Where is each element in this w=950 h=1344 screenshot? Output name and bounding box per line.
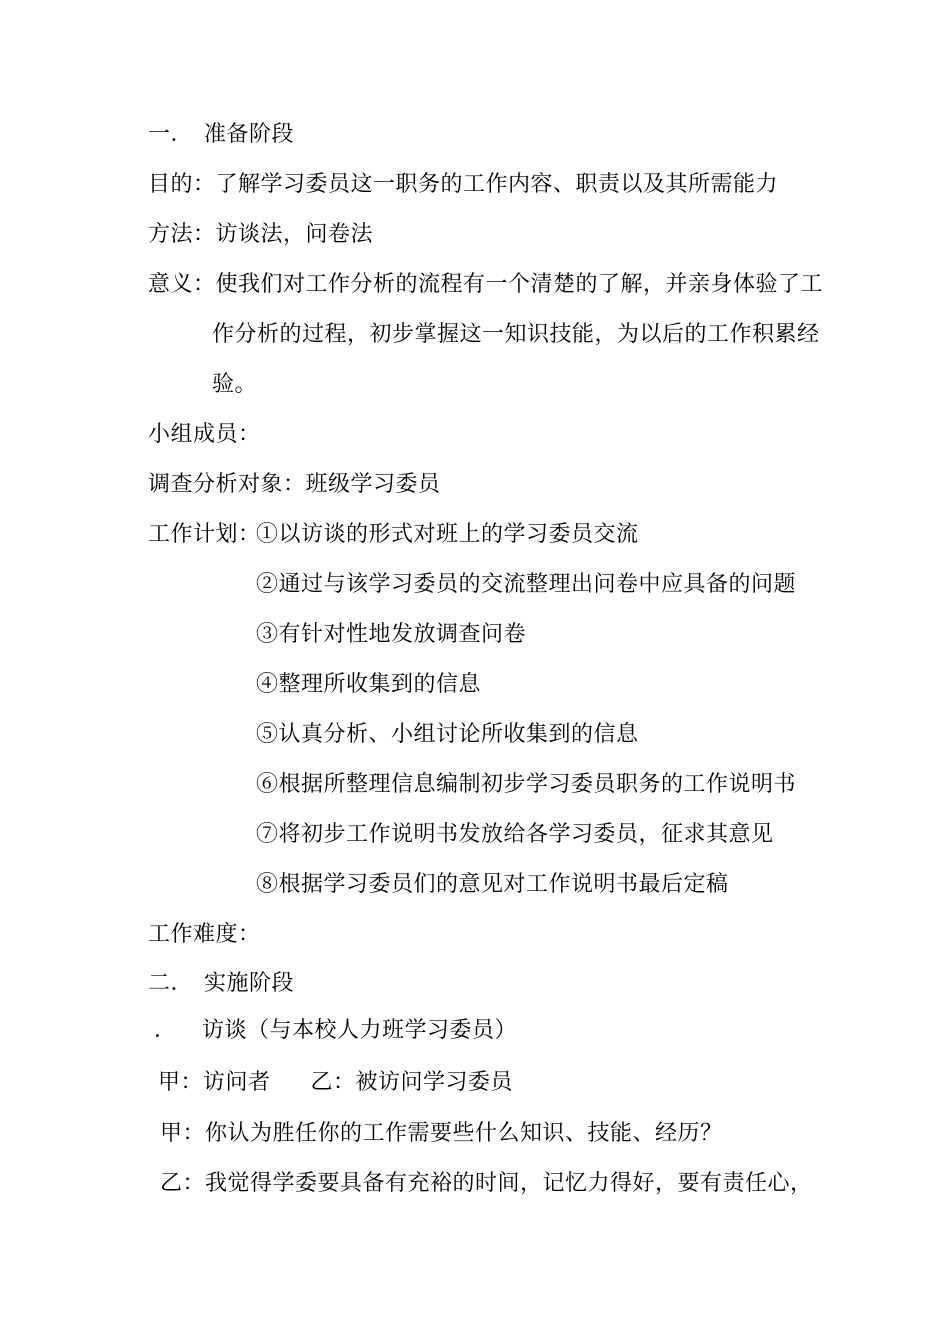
section-1-number: 一．: [148, 122, 194, 147]
members-line: 小组成员：: [148, 422, 261, 447]
difficulty-line: 工作难度：: [148, 922, 261, 947]
target-line: 调查分析对象：班级学习委员: [148, 472, 441, 497]
role-interviewee: 乙：被访问学习委员: [310, 1070, 514, 1095]
plan-item-2: ②通过与该学习委员的交流整理出问卷中应具备的问题: [256, 572, 797, 597]
subsection-number: ．: [154, 1018, 177, 1043]
plan-item-5: ⑤认真分析、小组讨论所收集到的信息: [256, 722, 639, 747]
plan-item-1: ①以访谈的形式对班上的学习委员交流: [256, 522, 639, 547]
purpose-line: 目的：了解学习委员这一职务的工作内容、职责以及其所需能力: [148, 172, 779, 197]
section-1-heading: [148, 121, 294, 149]
dialogue-line-1: 甲：你认为胜任你的工作需要些什么知识、技能、经历？: [160, 1121, 723, 1146]
significance-line-2: 作分析的过程，初步掌握这一知识技能，为以后的工作积累经: [212, 322, 820, 347]
section-2-title: 实施阶段: [204, 971, 295, 996]
plan-item-3: ③有针对性地发放调查问卷: [256, 622, 527, 647]
significance-line-3: 验。: [212, 372, 258, 397]
section-2-number: 二．: [148, 971, 194, 996]
roles-line: [158, 1069, 513, 1097]
section-1-title: 准备阶段: [204, 122, 295, 147]
section-2-heading: [148, 970, 294, 998]
plan-label: 工作计划：: [148, 522, 261, 547]
subsection-heading: [154, 1017, 517, 1045]
role-interviewer: 甲：访问者: [158, 1070, 271, 1095]
significance-line-1: 意义：使我们对工作分析的流程有一个清楚的了解，并亲身体验了工: [148, 272, 824, 297]
plan-item-6: ⑥根据所整理信息编制初步学习委员职务的工作说明书: [256, 772, 797, 797]
plan-item-8: ⑧根据学习委员们的意见对工作说明书最后定稿: [256, 872, 729, 897]
method-line: 方法：访谈法，问卷法: [148, 222, 374, 247]
subsection-title: 访谈（与本校人力班学习委员）: [202, 1018, 518, 1043]
plan-item-7: ⑦将初步工作说明书发放给各学习委员，征求其意见: [256, 822, 774, 847]
dialogue-line-2: 乙：我觉得学委要具备有充裕的时间，记忆力得好，要有责任心，: [160, 1171, 813, 1196]
plan-item-4: ④整理所收集到的信息: [256, 672, 482, 697]
